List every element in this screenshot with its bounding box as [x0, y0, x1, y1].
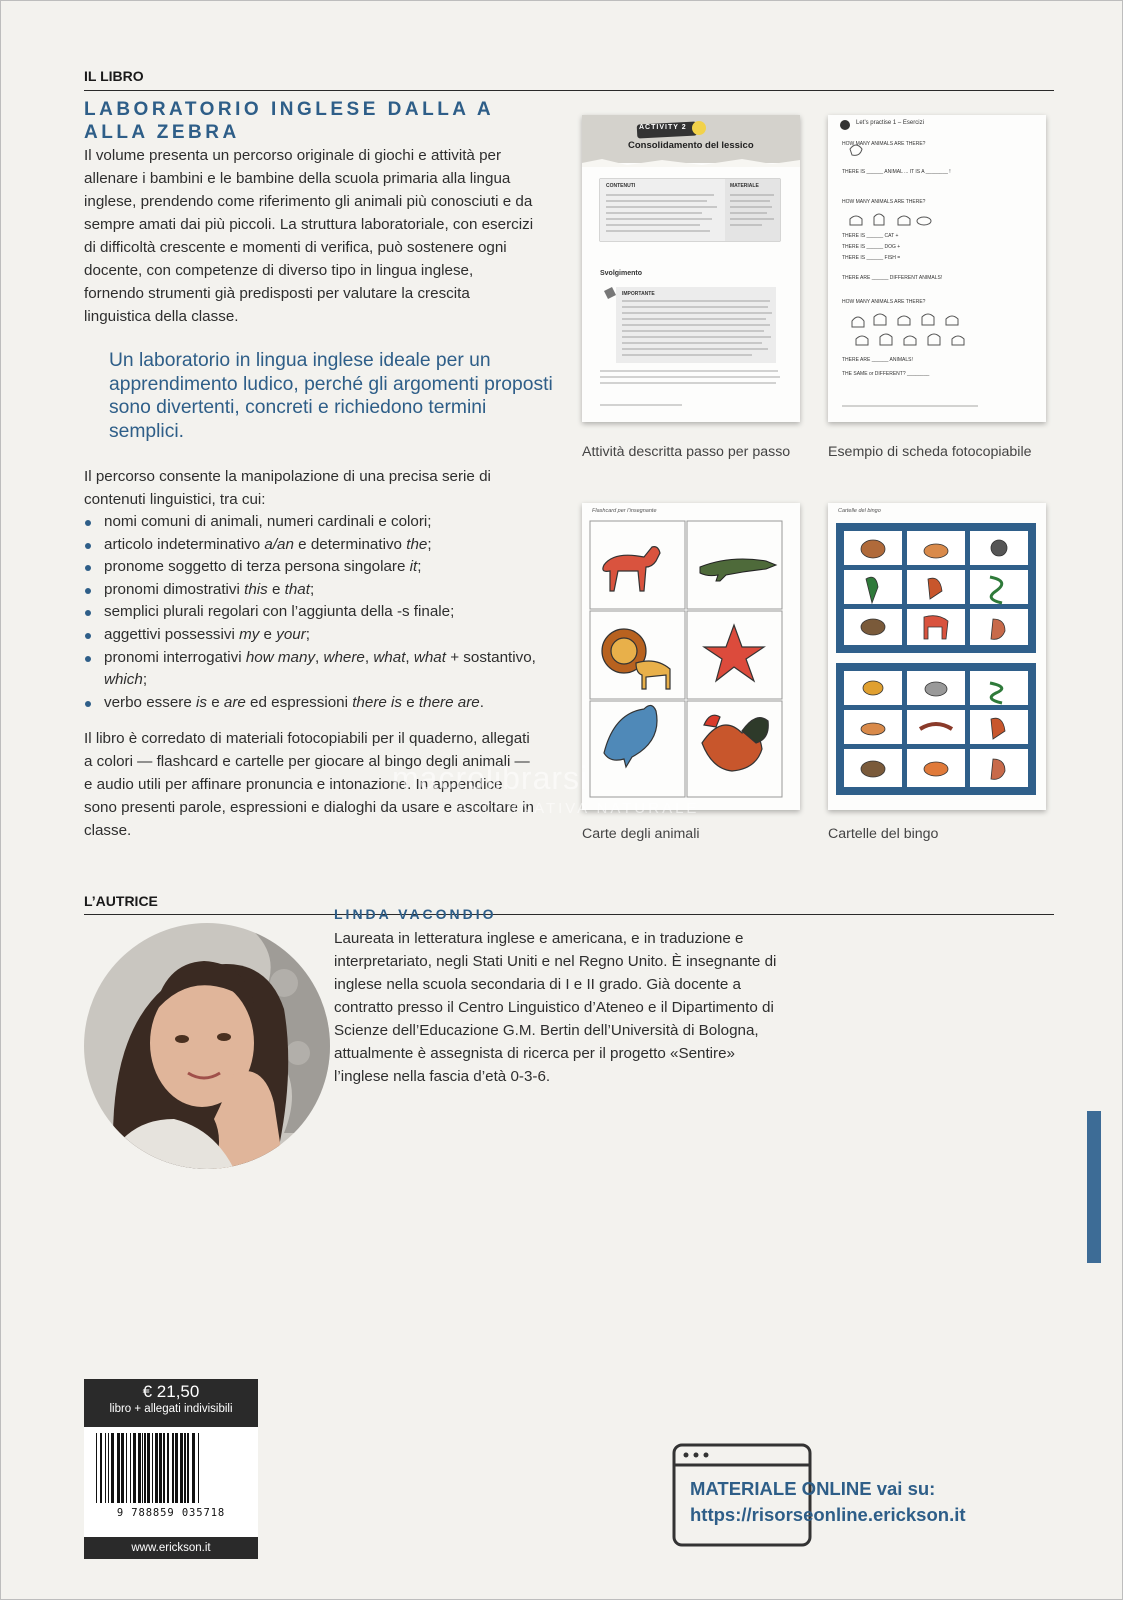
- worksheet-row-2: THERE IS ______ DOG +: [842, 244, 901, 250]
- price-box: [84, 1379, 258, 1427]
- barcode-bar: [117, 1433, 120, 1503]
- barcode-bar: [126, 1433, 127, 1503]
- price: € 21,50: [142, 1382, 200, 1401]
- worksheet-header: Let’s practise 1 – Esercizi: [856, 120, 924, 126]
- activity-page-illustration: [582, 115, 800, 422]
- barcode-bar: [180, 1433, 183, 1503]
- barcode-bar: [111, 1433, 114, 1503]
- barcode-bar: [133, 1433, 136, 1503]
- activity-page-thumbnail: [582, 115, 800, 422]
- section-label-author: L’AUTRICE: [84, 893, 158, 909]
- contents-intro: Il percorso consente la manipolazione di una precisa serie di contenuti linguistici, tra cui:: [84, 468, 491, 508]
- flashcards-illustration: [582, 503, 800, 810]
- bullet-icon: [85, 543, 91, 549]
- online-material-url[interactable]: https://risorseonline.erickson.it: [690, 1504, 966, 1525]
- bullet-icon: [85, 656, 91, 662]
- activity-section: Svolgimento: [600, 270, 643, 277]
- contents-item: pronome soggetto di terza persona singolare it;: [84, 556, 544, 579]
- barcode-bars: [84, 1427, 258, 1507]
- worksheet-row-1: THERE IS ______ CAT +: [842, 233, 899, 239]
- bingo-label: Cartelle del bingo: [838, 508, 881, 514]
- price-note: libro + allegati indivisibili: [109, 1403, 233, 1415]
- flashcards-thumbnail: [582, 503, 800, 810]
- barcode-bar: [152, 1433, 153, 1503]
- activity-note-title: IMPORTANTE: [622, 291, 655, 297]
- worksheet-question-1: HOW MANY ANIMALS ARE THERE?: [842, 141, 926, 147]
- bullet-icon: [85, 633, 91, 639]
- flashcards-caption: Carte degli animali: [582, 826, 700, 842]
- barcode-bar: [172, 1433, 174, 1503]
- author-name: LINDA VACONDIO: [334, 906, 497, 922]
- barcode-bar: [138, 1433, 141, 1503]
- bingo-illustration: [828, 503, 1046, 810]
- barcode-bar: [192, 1433, 195, 1503]
- worksheet-caption: Esempio di scheda fotocopiabile: [828, 444, 1032, 460]
- online-material[interactable]: [690, 1476, 966, 1528]
- book-title: LABORATORIO INGLESE DALLA A ALLA ZEBRA: [84, 99, 494, 143]
- worksheet-question-3: HOW MANY ANIMALS ARE THERE?: [842, 299, 926, 305]
- barcode-bar: [142, 1433, 143, 1503]
- barcode-bar: [121, 1433, 124, 1503]
- contents-list: [84, 511, 544, 714]
- worksheet-question-2: HOW MANY ANIMALS ARE THERE?: [842, 199, 926, 205]
- book-description: Il volume presenta un percorso originale di giochi e attività per allenare i bambini e le bambine della scuola primaria alla lingua inglese, prendendo come riferimento gli animali più conosciuti e da sempre amati dai più piccoli. La struttura laboratoriale, con esercizi di difficoltà crescente e momenti di verifica, può sostenere ogni docente, con competenze di diverso tipo in lingua inglese, fornendo strumenti già predisposti per valutare la crescita linguistica della classe.: [84, 147, 534, 325]
- flashcards-label: Flashcard per l’insegnante: [592, 508, 657, 514]
- bingo-caption: Cartelle del bingo: [828, 826, 939, 842]
- section-label-book: IL LIBRO: [84, 68, 144, 84]
- activity-heading: Consolidamento del lessico: [628, 140, 754, 151]
- barcode-bar: [163, 1433, 165, 1503]
- contents-item: verbo essere is e are ed espressioni there is e there are.: [84, 692, 544, 715]
- worksheet-line-1: THERE IS ______ ANIMAL ... IT IS A ________ !: [842, 169, 951, 175]
- watermark-tagline: ALTERNATIVA NATURALE: [458, 800, 700, 817]
- website-link[interactable]: www.erickson.it: [84, 1537, 258, 1559]
- barcode-digits: 9 788859 035718: [116, 1507, 226, 1519]
- contents-item: semplici plurali regolari con l’aggiunta della -s finale;: [84, 601, 544, 624]
- contents-item: aggettivi possessivi my e your;: [84, 624, 544, 647]
- online-material-label: MATERIALE ONLINE vai su:: [690, 1478, 936, 1499]
- side-tab: [1087, 1111, 1101, 1263]
- barcode-bar: [184, 1433, 186, 1503]
- activity-box-title: CONTENUTI: [606, 183, 636, 189]
- bullet-icon: [85, 610, 91, 616]
- bullet-icon: [85, 701, 91, 707]
- barcode-bar: [105, 1433, 106, 1503]
- barcode-bar: [108, 1433, 109, 1503]
- worksheet-same: THE SAME or DIFFERENT? ________: [842, 371, 930, 377]
- barcode-bar: [144, 1433, 146, 1503]
- activity-material-title: MATERIALE: [730, 183, 759, 189]
- bullet-icon: [85, 588, 91, 594]
- author-photo-illustration: [84, 923, 330, 1169]
- worksheet-row-3: THERE IS ______ FISH =: [842, 255, 901, 261]
- worksheet-line-3: THERE ARE ______ ANIMALS!: [842, 357, 913, 363]
- divider: [84, 90, 1054, 91]
- contents-item: pronomi dimostrativi this e that;: [84, 579, 544, 602]
- barcode-bar: [147, 1433, 150, 1503]
- contents-item: pronomi interrogativi how many, where, what, what + sostantivo, which;: [84, 647, 544, 692]
- bullet-icon: [85, 520, 91, 526]
- contents-item: nomi comuni di animali, numeri cardinali e colori;: [84, 511, 544, 534]
- highlight-quote: Un laboratorio in lingua inglese ideale per un apprendimento ludico, perché gli argomenti proposti sono divertenti, concreti e richiedono termini semplici.: [109, 350, 553, 442]
- author-photo: [84, 923, 330, 1169]
- activity-caption: Attività descritta passo per passo: [582, 444, 791, 460]
- closing-paragraph: Il libro è corredato di materiali fotocopiabili per il quaderno, allegati a colori — flashcard e cartelle per giocare al bingo degli animali — e audio utili per affinare pronuncia e intonazione. In appendice sono presenti parole, espressioni e dialoghi da usare e ascoltare in classe.: [84, 730, 534, 839]
- watermark-brand: macrolibrarsi: [392, 760, 589, 796]
- worksheet-total: THERE ARE ______ DIFFERENT ANIMALS!: [842, 275, 943, 281]
- barcode: [84, 1427, 258, 1537]
- barcode-bar: [187, 1433, 189, 1503]
- author-bio: Laureata in letteratura inglese e americana, e in traduzione e interpretariato, negli Stati Uniti e nel Regno Unito. È insegnante di inglese nella scuola secondaria di I e II grado. Già docente a contratto presso il Centro Linguistico d’Ateneo e il Dipartimento di Scienze dell’Educazione G.M. Bertin dell’Università di Bologna, attualmente è assegnista di ricerca per il progetto «Sentire» l’inglese nella fascia d’età 0-3-6.: [334, 930, 777, 1085]
- barcode-bar: [167, 1433, 169, 1503]
- barcode-bar: [96, 1433, 97, 1503]
- divider: [84, 914, 1054, 915]
- barcode-bar: [100, 1433, 102, 1503]
- barcode-bar: [130, 1433, 131, 1503]
- barcode-bar: [155, 1433, 158, 1503]
- contents-item: articolo indeterminativo a/an e determinativo the;: [84, 534, 544, 557]
- barcode-bar: [175, 1433, 178, 1503]
- bullet-icon: [85, 565, 91, 571]
- worksheet-thumbnail: [828, 115, 1046, 422]
- activity-badge: ACTIVITY 2: [639, 124, 687, 131]
- barcode-bar: [159, 1433, 162, 1503]
- barcode-bar: [198, 1433, 199, 1503]
- bingo-thumbnail: [828, 503, 1046, 810]
